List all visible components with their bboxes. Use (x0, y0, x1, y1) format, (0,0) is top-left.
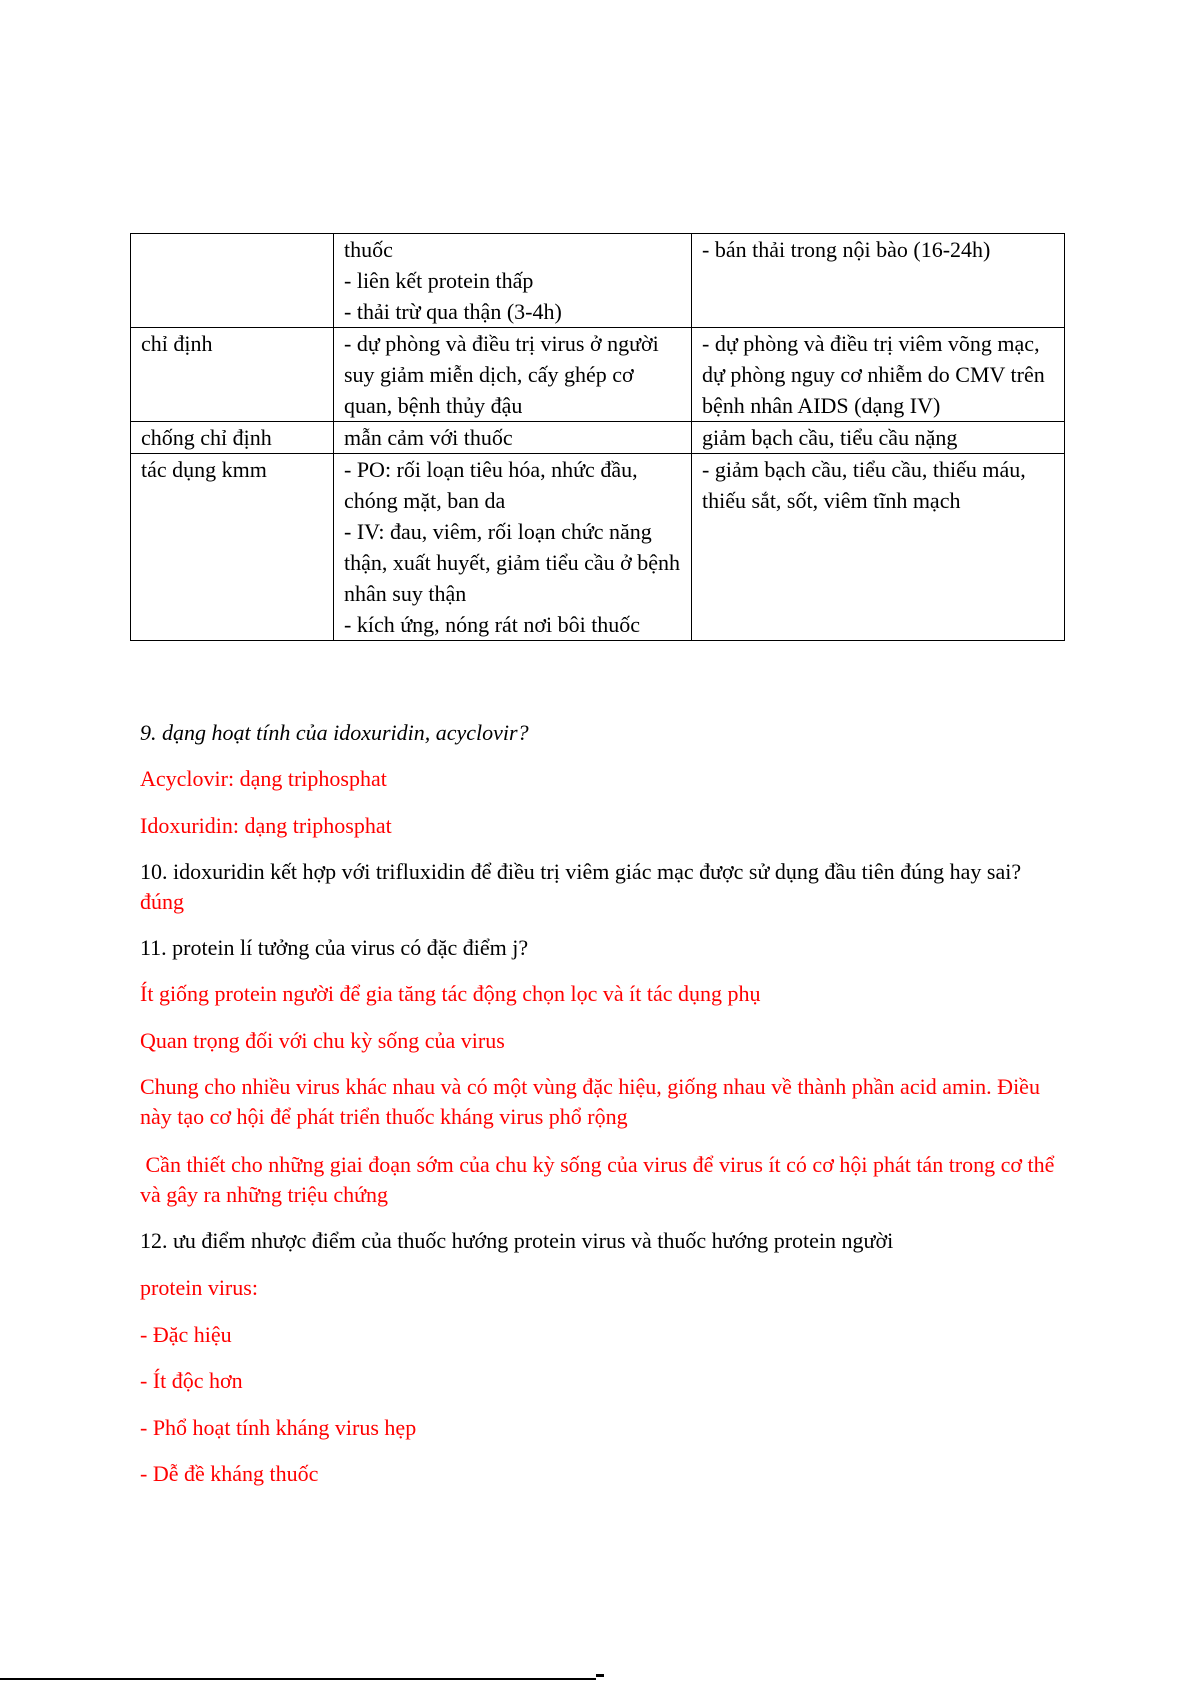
drug-comparison-table (130, 233, 1065, 641)
row-label: tác dụng kmm (141, 457, 267, 482)
cell-line: giảm bạch cầu, tiểu cầu nặng (702, 425, 958, 450)
answer-11-item: Quan trọng đối với chu kỳ sống của virus (140, 1028, 505, 1053)
answer-9-idoxuridin: Idoxuridin: dạng triphosphat (140, 813, 392, 838)
footer-mark (596, 1674, 604, 1677)
answer-11-item: Chung cho nhiều virus khác nhau và có một vùng đặc hiệu, giống nhau về thành phần acid amin. Điều này tạo cơ hội để phát triển thuốc kháng virus phổ rộng (140, 1074, 1040, 1129)
col2-cell (692, 422, 1065, 454)
question-9: 9. dạng hoạt tính của idoxuridin, acyclovir? (140, 720, 529, 745)
row-label: chỉ định (141, 331, 213, 356)
col1-cell (334, 328, 692, 422)
question-12: 12. ưu điểm nhược điểm của thuốc hướng protein virus và thuốc hướng protein người (140, 1228, 894, 1253)
answer-11-item: Cần thiết cho những giai đoạn sớm của chu kỳ sống của virus để virus ít có cơ hội phát tán trong cơ thể và gây ra những triệu chứng (140, 1152, 1060, 1207)
cell-line: - kích ứng, nóng rát nơi bôi thuốc (344, 612, 641, 637)
cell-line: mẫn cảm với thuốc (344, 425, 513, 450)
col1-cell (334, 454, 692, 641)
cell-line: - PO: rối loạn tiêu hóa, nhức đầu, chóng mặt, ban da (344, 457, 638, 513)
answer-12-item: - Phổ hoạt tính kháng virus hẹp (140, 1415, 417, 1440)
answer-9-acyclovir: Acyclovir: dạng triphosphat (140, 766, 387, 791)
answer-12-item: - Dễ đề kháng thuốc (140, 1461, 319, 1486)
table-row (131, 234, 1065, 328)
row-label-cell (131, 328, 334, 422)
answer-12-item: - Ít độc hơn (140, 1368, 243, 1393)
row-label-cell (131, 422, 334, 454)
cell-line: - dự phòng và điều trị viêm võng mạc, dự phòng nguy cơ nhiễm do CMV trên bệnh nhân AIDS (dạng IV) (702, 331, 1045, 418)
col2-cell (692, 328, 1065, 422)
question-10-text: 10. idoxuridin kết hợp với trifluxidin để điều trị viêm giác mạc được sử dụng đầu tiên đúng hay sai? (140, 859, 1022, 884)
col2-cell (692, 234, 1065, 328)
cell-line: thuốc (344, 237, 393, 262)
question-10 (140, 857, 1060, 917)
row-label-cell (131, 454, 334, 641)
answer-10: đúng (140, 889, 184, 914)
row-label-cell (131, 234, 334, 328)
cell-line: - giảm bạch cầu, tiểu cầu, thiếu máu, thiếu sắt, sốt, viêm tĩnh mạch (702, 457, 1026, 513)
col2-cell (692, 454, 1065, 641)
table-row (131, 454, 1065, 641)
cell-line: - dự phòng và điều trị virus ở người suy giảm miễn dịch, cấy ghép cơ quan, bệnh thủy đậu (344, 331, 659, 418)
col1-cell (334, 234, 692, 328)
footer-rule (0, 1678, 596, 1680)
answer-11-item: Ít giống protein người để gia tăng tác động chọn lọc và ít tác dụng phụ (140, 981, 761, 1006)
cell-line: - IV: đau, viêm, rối loạn chức năng thận, xuất huyết, giảm tiểu cầu ở bệnh nhân suy thận (344, 519, 681, 606)
cell-line: - bán thải trong nội bào (16-24h) (702, 237, 991, 262)
answer-12-heading: protein virus: (140, 1275, 258, 1300)
question-11: 11. protein lí tưởng của virus có đặc điểm j? (140, 935, 529, 960)
table-row (131, 422, 1065, 454)
row-label: chống chỉ định (141, 425, 272, 450)
col1-cell (334, 422, 692, 454)
cell-line: - thải trừ qua thận (3-4h) (344, 299, 562, 324)
cell-line: - liên kết protein thấp (344, 268, 534, 293)
answer-12-item: - Đặc hiệu (140, 1322, 232, 1347)
table-row (131, 328, 1065, 422)
